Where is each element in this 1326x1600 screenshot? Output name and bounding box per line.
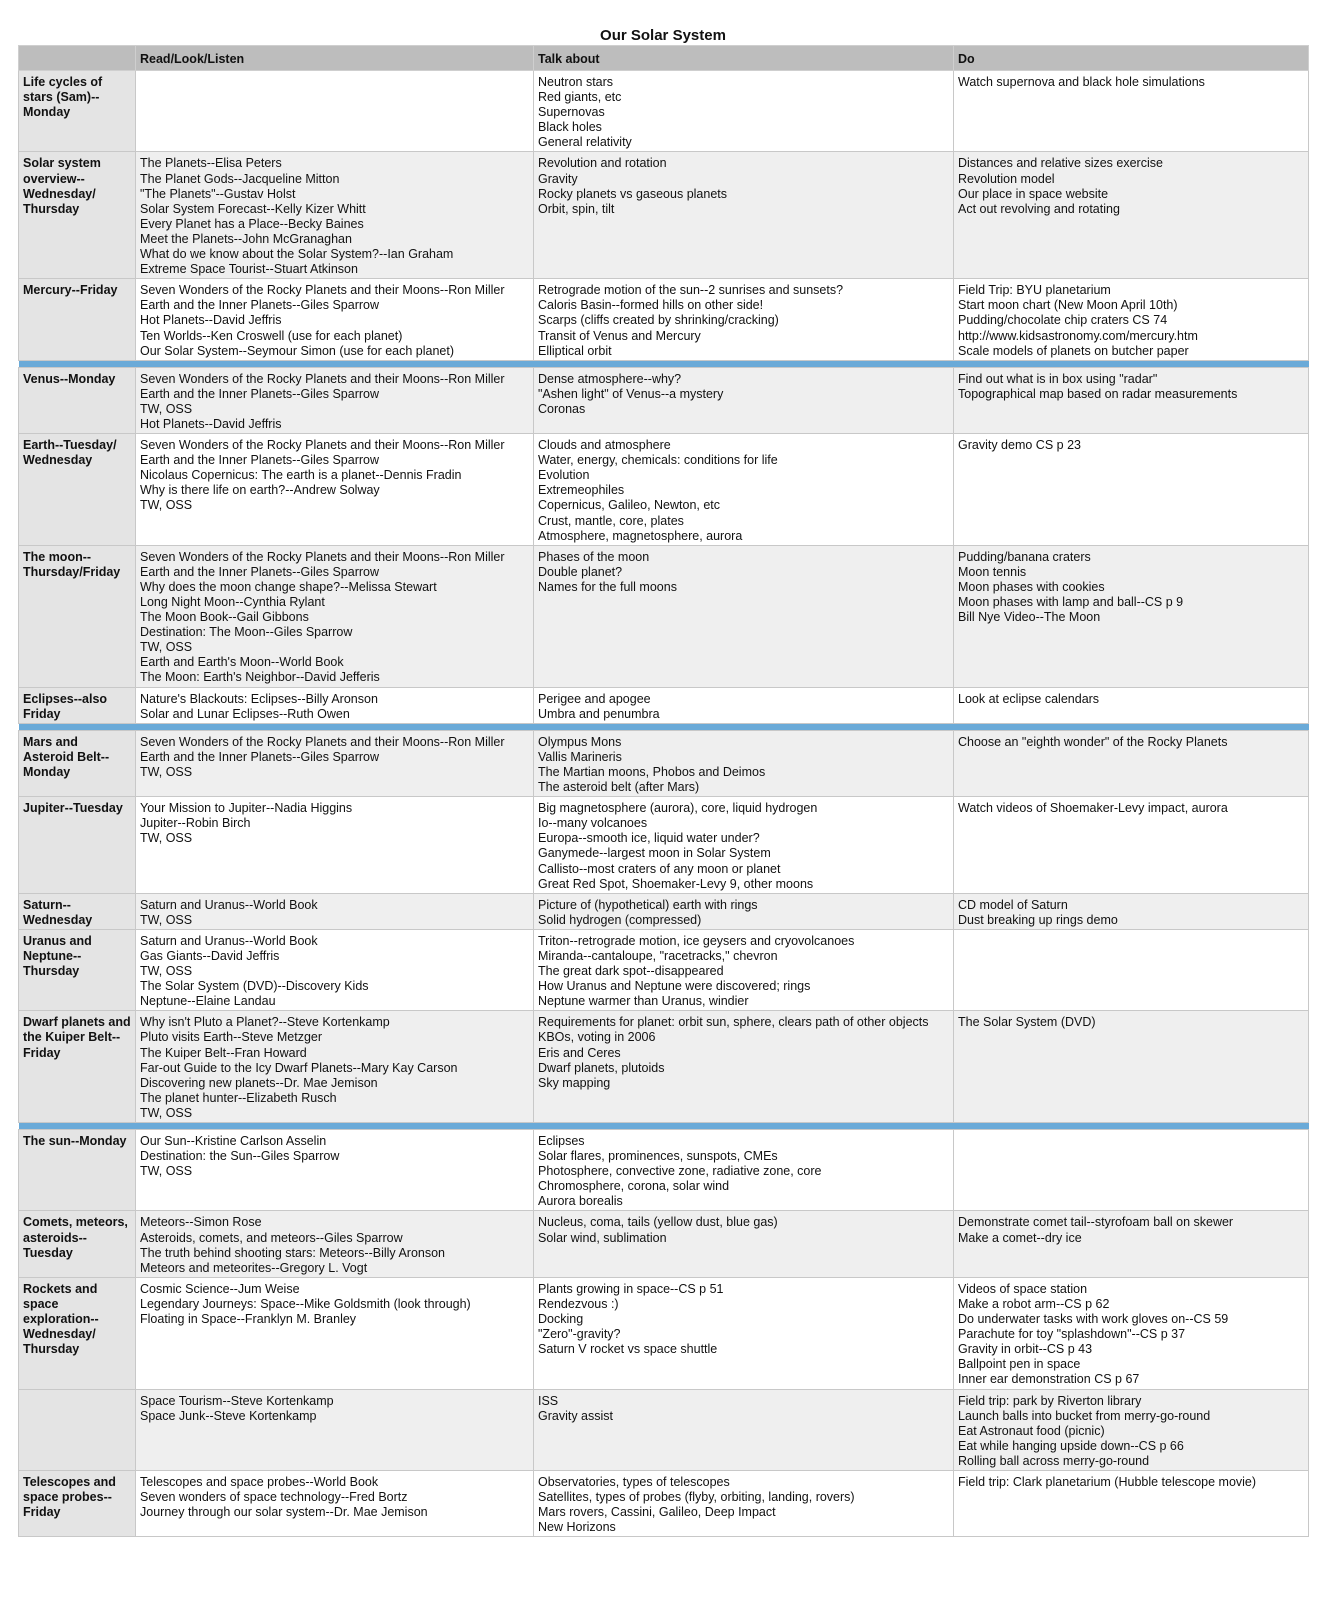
cell-line: Dust breaking up rings demo — [958, 912, 1118, 927]
cell-line: TW, OSS — [140, 401, 193, 416]
cell-line: Destination: The Moon--Giles Sparrow — [140, 625, 353, 640]
cell-line[interactable]: http://www.kidsastronomy.com/mercury.htm — [958, 328, 1198, 343]
cell-line: Ten Worlds--Ken Croswell (use for each planet) — [140, 328, 403, 343]
cell-line: Extremeophiles — [538, 483, 625, 498]
table-header-row — [19, 46, 1309, 71]
cell-line: The Kuiper Belt--Fran Howard — [140, 1045, 307, 1060]
cell-line: Aurora borealis — [538, 1194, 623, 1209]
read-cell — [136, 367, 534, 433]
cell-line: Names for the full moons — [538, 579, 677, 594]
read-cell — [136, 152, 534, 279]
do-cell — [954, 1277, 1309, 1389]
topic-cell: Mercury--Friday — [19, 279, 136, 360]
talk-cell — [534, 929, 954, 1010]
cell-line: Telescopes and space probes--World Book — [140, 1474, 379, 1489]
cell-line: Rolling ball across merry-go-round — [958, 1453, 1150, 1468]
talk-cell — [534, 893, 954, 929]
cell-line: Earth and the Inner Planets--Giles Sparrow — [140, 749, 380, 764]
cell-line: Solar System Forecast--Kelly Kizer Whitt — [140, 201, 366, 216]
cell-line: Plants growing in space--CS p 51 — [538, 1281, 724, 1296]
cell-line: Miranda--cantaloupe, "racetracks," chevron — [538, 948, 778, 963]
cell-line: "Zero"-gravity? — [538, 1327, 621, 1342]
cell-line: Crust, mantle, core, plates — [538, 513, 684, 528]
cell-line: Gravity in orbit--CS p 43 — [958, 1342, 1093, 1357]
table-row — [19, 1389, 1309, 1470]
talk-cell — [534, 1011, 954, 1123]
cell-line: Bill Nye Video--The Moon — [958, 610, 1101, 625]
do-cell — [954, 929, 1309, 1010]
cell-line: Gas Giants--David Jeffris — [140, 948, 280, 963]
cell-line: Field trip: Clark planetarium (Hubble telescope movie) — [958, 1474, 1257, 1489]
cell-line: Mars rovers, Cassini, Galileo, Deep Impact — [538, 1505, 776, 1520]
topic-cell — [19, 1389, 136, 1470]
cell-line: Parachute for toy "splashdown"--CS p 37 — [958, 1327, 1186, 1342]
cell-line: Our place in space website — [958, 186, 1109, 201]
header-read-look-listen: Read/Look/Listen — [136, 46, 534, 71]
cell-line: Gravity demo CS p 23 — [958, 438, 1081, 453]
table-row — [19, 279, 1309, 360]
cell-line: Choose an "eighth wonder" of the Rocky Planets — [958, 734, 1228, 749]
cell-line: General relativity — [538, 135, 632, 150]
cell-line: Caloris Basin--formed hills on other side! — [538, 298, 764, 313]
talk-cell — [534, 1130, 954, 1211]
cell-line: Gravity — [538, 171, 578, 186]
cell-line: Why does the moon change shape?--Melissa Stewart — [140, 579, 437, 594]
cell-line: Distances and relative sizes exercise — [958, 156, 1163, 171]
cell-line: TW, OSS — [140, 764, 193, 779]
cell-line: Chromosphere, corona, solar wind — [538, 1179, 730, 1194]
cell-line: "Ashen light" of Venus--a mystery — [538, 386, 724, 401]
cell-line: Far-out Guide to the Icy Dwarf Planets--Mary Kay Carson — [140, 1060, 458, 1075]
cell-line: Eclipses — [538, 1134, 585, 1148]
cell-line: Clouds and atmosphere — [538, 438, 671, 453]
cell-line: Eris and Ceres — [538, 1045, 621, 1060]
topic-cell: Earth--Tuesday/ Wednesday — [19, 434, 136, 546]
read-cell — [136, 893, 534, 929]
cell-line: The Planets--Elisa Peters — [140, 156, 282, 171]
talk-cell — [534, 1211, 954, 1277]
cell-line: The truth behind shooting stars: Meteors--Billy Aronson — [140, 1245, 446, 1260]
talk-cell — [534, 434, 954, 546]
cell-line: Double planet? — [538, 564, 623, 579]
topic-cell: The sun--Monday — [19, 1130, 136, 1211]
cell-line: Olympus Mons — [538, 734, 622, 749]
cell-line: Make a comet--dry ice — [958, 1230, 1082, 1245]
cell-line: "The Planets"--Gustav Holst — [140, 186, 296, 201]
cell-line: Perigee and apogee — [538, 691, 651, 706]
cell-line: Seven Wonders of the Rocky Planets and their Moons--Ron Miller — [140, 371, 505, 386]
cell-line: CD model of Saturn — [958, 897, 1068, 912]
cell-line: Long Night Moon--Cynthia Rylant — [140, 595, 325, 609]
do-cell — [954, 71, 1309, 152]
cell-line: Nature's Blackouts: Eclipses--Billy Aronson — [140, 691, 378, 706]
cell-line: TW, OSS — [140, 498, 193, 513]
cell-line: Big magnetosphere (aurora), core, liquid hydrogen — [538, 801, 818, 816]
cell-line: Umbra and penumbra — [538, 706, 660, 721]
cell-line: Rendezvous :) — [538, 1296, 619, 1311]
cell-line: Space Junk--Steve Kortenkamp — [140, 1408, 317, 1423]
topic-cell: Telescopes and space probes-- Friday — [19, 1470, 136, 1536]
read-cell — [136, 1211, 534, 1277]
do-cell — [954, 434, 1309, 546]
cell-line: The planet hunter--Elizabeth Rusch — [140, 1090, 337, 1105]
talk-cell — [534, 1389, 954, 1470]
cell-line: Topographical map based on radar measurements — [958, 386, 1238, 401]
cell-line: Triton--retrograde motion, ice geysers and cryovolcanoes — [538, 933, 855, 948]
cell-line: Earth and the Inner Planets--Giles Sparrow — [140, 298, 380, 313]
cell-line: Pudding/chocolate chip craters CS 74 — [958, 313, 1168, 328]
cell-line: The Solar System (DVD)--Discovery Kids — [140, 979, 369, 994]
read-cell — [136, 1389, 534, 1470]
cell-line: Meet the Planets--John McGranaghan — [140, 231, 352, 246]
topic-cell: Uranus and Neptune-- Thursday — [19, 929, 136, 1010]
section-divider-bar — [19, 1123, 1309, 1130]
cell-line: Orbit, spin, tilt — [538, 201, 615, 216]
table-row — [19, 730, 1309, 796]
cell-line: Nicolaus Copernicus: The earth is a planet--Dennis Fradin — [140, 468, 462, 483]
talk-cell — [534, 279, 954, 360]
cell-line: Sky mapping — [538, 1075, 611, 1090]
cell-line: Earth and the Inner Planets--Giles Sparrow — [140, 386, 380, 401]
cell-line: Your Mission to Jupiter--Nadia Higgins — [140, 801, 353, 816]
cell-line: Eat Astronaut food (picnic) — [958, 1423, 1105, 1438]
cell-line: Space Tourism--Steve Kortenkamp — [140, 1393, 334, 1408]
cell-line: Elliptical orbit — [538, 343, 612, 358]
read-cell — [136, 279, 534, 360]
cell-line: Vallis Marineris — [538, 749, 622, 764]
cell-line: New Horizons — [538, 1520, 616, 1535]
topic-cell: Jupiter--Tuesday — [19, 797, 136, 894]
do-cell — [954, 545, 1309, 687]
cell-line: Red giants, etc — [538, 90, 622, 105]
cell-line: Discovering new planets--Dr. Mae Jemison — [140, 1075, 378, 1090]
cell-line: Moon tennis — [958, 564, 1027, 579]
do-cell — [954, 367, 1309, 433]
cell-line: TW, OSS — [140, 1105, 193, 1120]
cell-line: Do underwater tasks with work gloves on--CS 59 — [958, 1312, 1229, 1327]
cell-line: Nucleus, coma, tails (yellow dust, blue gas) — [538, 1215, 778, 1230]
header-do: Do — [954, 46, 1309, 71]
read-cell — [136, 687, 534, 723]
topic-cell: Saturn-- Wednesday — [19, 893, 136, 929]
cell-line: Io--many volcanoes — [538, 816, 648, 831]
cell-line: TW, OSS — [140, 640, 193, 655]
page-title: Our Solar System — [600, 27, 726, 44]
talk-cell — [534, 730, 954, 796]
cell-line: Make a robot arm--CS p 62 — [958, 1296, 1110, 1311]
cell-line: KBOs, voting in 2006 — [538, 1030, 656, 1045]
header-topic — [19, 46, 136, 71]
topic-cell: Eclipses--also Friday — [19, 687, 136, 723]
table-row — [19, 1130, 1309, 1211]
cell-line: Gravity assist — [538, 1408, 614, 1423]
cell-line: Hot Planets--David Jeffris — [140, 416, 282, 431]
cell-line: Field trip: park by Riverton library — [958, 1393, 1142, 1408]
cell-line: Ballpoint pen in space — [958, 1357, 1081, 1372]
cell-line: Our Solar System--Seymour Simon (use for each planet) — [140, 343, 455, 358]
table-row — [19, 152, 1309, 279]
cell-line: Legendary Journeys: Space--Mike Goldsmith (look through) — [140, 1296, 471, 1311]
table-row — [19, 929, 1309, 1010]
cell-line: Evolution — [538, 468, 590, 483]
cell-line: Picture of (hypothetical) earth with rings — [538, 897, 758, 912]
cell-line: Hot Planets--David Jeffris — [140, 313, 282, 328]
cell-line: TW, OSS — [140, 912, 193, 927]
talk-cell — [534, 367, 954, 433]
cell-line: TW, OSS — [140, 831, 193, 846]
cell-line: Videos of space station — [958, 1281, 1088, 1296]
table-row — [19, 71, 1309, 152]
cell-line: TW, OSS — [140, 964, 193, 979]
topic-cell: Rockets and space exploration-- Wednesday/ Thursday — [19, 1277, 136, 1389]
cell-line: Act out revolving and rotating — [958, 201, 1120, 216]
section-divider-bar — [19, 723, 1309, 730]
cell-line: Seven Wonders of the Rocky Planets and their Moons--Ron Miller — [140, 438, 505, 453]
cell-line: Solar and Lunar Eclipses--Ruth Owen — [140, 706, 350, 721]
table-row — [19, 367, 1309, 433]
cell-line: Destination: the Sun--Giles Sparrow — [140, 1149, 340, 1164]
cell-line: Dense atmosphere--why? — [538, 371, 682, 386]
talk-cell — [534, 797, 954, 894]
cell-line: Demonstrate comet tail--styrofoam ball on skewer — [958, 1215, 1234, 1230]
read-cell — [136, 730, 534, 796]
do-cell — [954, 730, 1309, 796]
cell-line: Retrograde motion of the sun--2 sunrises and sunsets? — [538, 283, 844, 298]
cell-line: Launch balls into bucket from merry-go-round — [958, 1408, 1211, 1423]
section-divider — [19, 723, 1309, 730]
cell-line: Look at eclipse calendars — [958, 691, 1100, 706]
cell-line: Docking — [538, 1312, 584, 1327]
cell-line: The Planet Gods--Jacqueline Mitton — [140, 171, 340, 186]
cell-line: Earth and the Inner Planets--Giles Sparrow — [140, 564, 380, 579]
cell-line: Neutron stars — [538, 75, 614, 89]
topic-cell: Mars and Asteroid Belt-- Monday — [19, 730, 136, 796]
do-cell — [954, 1389, 1309, 1470]
section-divider-bar — [19, 360, 1309, 367]
cell-line: Satellites, types of probes (flyby, orbiting, landing, rovers) — [538, 1490, 855, 1505]
read-cell — [136, 71, 534, 152]
cell-line: Seven Wonders of the Rocky Planets and their Moons--Ron Miller — [140, 283, 505, 298]
cell-line: Requirements for planet: orbit sun, sphere, clears path of other objects — [538, 1015, 929, 1030]
cell-line: Watch videos of Shoemaker-Levy impact, aurora — [958, 801, 1228, 816]
talk-cell — [534, 687, 954, 723]
read-cell — [136, 1277, 534, 1389]
cell-line: Dwarf planets, plutoids — [538, 1060, 665, 1075]
cell-line: Coronas — [538, 401, 586, 416]
talk-cell — [534, 152, 954, 279]
cell-line: The great dark spot--disappeared — [538, 964, 724, 979]
cell-line: Revolution and rotation — [538, 156, 667, 171]
cell-line: Extreme Space Tourist--Stuart Atkinson — [140, 262, 358, 277]
topic-cell: Comets, meteors, asteroids-- Tuesday — [19, 1211, 136, 1277]
cell-line: Find out what is in box using "radar" — [958, 371, 1158, 386]
table-body — [19, 71, 1309, 1537]
cell-line: Start moon chart (New Moon April 10th) — [958, 298, 1178, 313]
table-row — [19, 434, 1309, 546]
table-row — [19, 1211, 1309, 1277]
cell-line: Jupiter--Robin Birch — [140, 816, 251, 831]
cell-line: Neptune--Elaine Landau — [140, 994, 276, 1009]
cell-line: Journey through our solar system--Dr. Mae Jemison — [140, 1505, 428, 1520]
cell-line: How Uranus and Neptune were discovered; rings — [538, 979, 811, 994]
lesson-plan-table — [18, 45, 1309, 1537]
cell-line: Atmosphere, magnetosphere, aurora — [538, 528, 743, 543]
read-cell — [136, 1470, 534, 1536]
topic-cell: Dwarf planets and the Kuiper Belt-- Friday — [19, 1011, 136, 1123]
table-row — [19, 545, 1309, 687]
read-cell — [136, 1011, 534, 1123]
cell-line: The asteroid belt (after Mars) — [538, 780, 700, 795]
cell-line: Solar wind, sublimation — [538, 1230, 667, 1245]
table-row — [19, 1470, 1309, 1536]
cell-line: The Martian moons, Phobos and Deimos — [538, 764, 766, 779]
cell-line: Saturn and Uranus--World Book — [140, 933, 318, 948]
cell-line: Earth and Earth's Moon--World Book — [140, 655, 344, 670]
cell-line: Water, energy, chemicals: conditions for life — [538, 453, 778, 468]
do-cell — [954, 152, 1309, 279]
section-divider — [19, 360, 1309, 367]
do-cell — [954, 279, 1309, 360]
cell-line: Moon phases with cookies — [958, 579, 1105, 594]
cell-line: Transit of Venus and Mercury — [538, 328, 701, 343]
do-cell — [954, 1011, 1309, 1123]
cell-line: The Solar System (DVD) — [958, 1015, 1096, 1030]
cell-line: Earth and the Inner Planets--Giles Sparrow — [140, 453, 380, 468]
header-talk-about: Talk about — [534, 46, 954, 71]
read-cell — [136, 434, 534, 546]
section-divider — [19, 1123, 1309, 1130]
do-cell — [954, 1211, 1309, 1277]
cell-line: Neptune warmer than Uranus, windier — [538, 994, 749, 1009]
cell-line: Moon phases with lamp and ball--CS p 9 — [958, 595, 1184, 609]
cell-line: Meteors--Simon Rose — [140, 1215, 262, 1230]
table-row — [19, 797, 1309, 894]
do-cell — [954, 687, 1309, 723]
cell-line: Every Planet has a Place--Becky Baines — [140, 216, 364, 231]
cell-line: The Moon Book--Gail Gibbons — [140, 610, 309, 625]
cell-line: Solid hydrogen (compressed) — [538, 912, 702, 927]
cell-line: Cosmic Science--Jum Weise — [140, 1281, 300, 1296]
table-row — [19, 687, 1309, 723]
cell-line: Our Sun--Kristine Carlson Asselin — [140, 1134, 327, 1148]
cell-line: Callisto--most craters of any moon or planet — [538, 861, 781, 876]
cell-line: Pluto visits Earth--Steve Metzger — [140, 1030, 323, 1045]
cell-line: Copernicus, Galileo, Newton, etc — [538, 498, 721, 513]
cell-line: Phases of the moon — [538, 549, 650, 564]
table-row — [19, 893, 1309, 929]
cell-line: Ganymede--largest moon in Solar System — [538, 846, 771, 861]
cell-line: Scale models of planets on butcher paper — [958, 343, 1189, 358]
cell-line: Solar flares, prominences, sunspots, CMEs — [538, 1149, 778, 1164]
cell-line: Europa--smooth ice, liquid water under? — [538, 831, 760, 846]
cell-line: Saturn and Uranus--World Book — [140, 897, 318, 912]
cell-line: Meteors and meteorites--Gregory L. Vogt — [140, 1260, 368, 1275]
cell-line: Revolution model — [958, 171, 1055, 186]
talk-cell — [534, 545, 954, 687]
cell-line: Inner ear demonstration CS p 67 — [958, 1372, 1140, 1387]
read-cell — [136, 929, 534, 1010]
topic-cell: Life cycles of stars (Sam)-- Monday — [19, 71, 136, 152]
read-cell — [136, 797, 534, 894]
read-cell — [136, 545, 534, 687]
talk-cell — [534, 71, 954, 152]
read-cell — [136, 1130, 534, 1211]
cell-line: Eat while hanging upside down--CS p 66 — [958, 1438, 1184, 1453]
cell-line: Photosphere, convective zone, radiative zone, core — [538, 1164, 822, 1179]
cell-line: Seven Wonders of the Rocky Planets and their Moons--Ron Miller — [140, 734, 505, 749]
do-cell — [954, 893, 1309, 929]
cell-line: Seven wonders of space technology--Fred Bortz — [140, 1490, 408, 1505]
do-cell — [954, 1470, 1309, 1536]
cell-line: Observatories, types of telescopes — [538, 1474, 730, 1489]
cell-line: Watch supernova and black hole simulations — [958, 75, 1205, 89]
talk-cell — [534, 1277, 954, 1389]
cell-line: Black holes — [538, 120, 602, 135]
cell-line: Asteroids, comets, and meteors--Giles Sparrow — [140, 1230, 403, 1245]
cell-line: Great Red Spot, Shoemaker-Levy 9, other moons — [538, 876, 814, 891]
cell-line: Supernovas — [538, 105, 605, 120]
cell-line: Scarps (cliffs created by shrinking/cracking) — [538, 313, 779, 328]
do-cell — [954, 1130, 1309, 1211]
topic-cell: The moon-- Thursday/Friday — [19, 545, 136, 687]
topic-cell: Venus--Monday — [19, 367, 136, 433]
table-row — [19, 1011, 1309, 1123]
cell-line: Seven Wonders of the Rocky Planets and their Moons--Ron Miller — [140, 549, 505, 564]
cell-line: Rocky planets vs gaseous planets — [538, 186, 727, 201]
cell-line: Why is there life on earth?--Andrew Solway — [140, 483, 380, 498]
do-cell — [954, 797, 1309, 894]
topic-cell: Solar system overview-- Wednesday/ Thursday — [19, 152, 136, 279]
cell-line: Why isn't Pluto a Planet?--Steve Kortenkamp — [140, 1015, 390, 1030]
document-page — [18, 0, 1308, 1537]
cell-line: What do we know about the Solar System?--Ian Graham — [140, 247, 454, 262]
cell-line: ISS — [538, 1393, 559, 1408]
talk-cell — [534, 1470, 954, 1536]
cell-line: TW, OSS — [140, 1164, 193, 1179]
cell-line: Saturn V rocket vs space shuttle — [538, 1342, 718, 1357]
cell-line: The Moon: Earth's Neighbor--David Jefferis — [140, 670, 380, 685]
cell-line: Field Trip: BYU planetarium — [958, 283, 1111, 298]
cell-line: Pudding/banana craters — [958, 549, 1091, 564]
table-row — [19, 1277, 1309, 1389]
cell-line: Floating in Space--Franklyn M. Branley — [140, 1312, 357, 1327]
